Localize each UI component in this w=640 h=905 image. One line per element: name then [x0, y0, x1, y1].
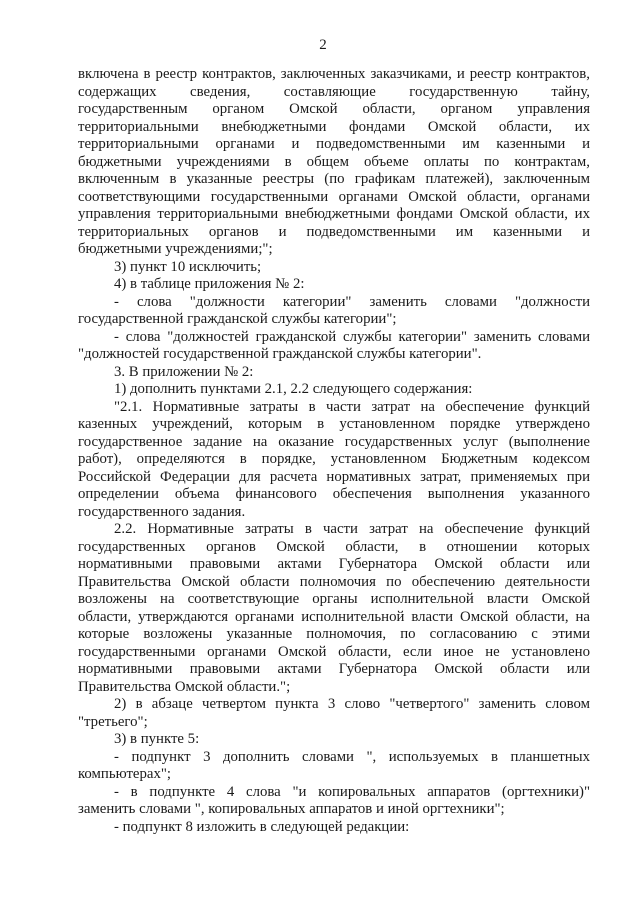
dash-item-paragraph	[78, 329, 590, 364]
item-3-paragraph	[78, 259, 590, 277]
text-line: определении объема финансового обеспечения выполнения указанного	[78, 486, 590, 502]
text-line: 3. В приложении № 2:	[114, 363, 254, 380]
text-line: территориальных органов и подведомственными им казенными и	[78, 223, 590, 240]
text-line: территориальными внебюджетными фондами Омской области, их	[78, 118, 590, 135]
text-line: "2.1. Нормативные затраты в части затрат на обеспечение функций	[114, 398, 590, 415]
text-line: казенных учреждений, которым в установленном порядке утверждено	[78, 416, 590, 432]
text-line: 4) в таблице приложения № 2:	[114, 276, 305, 292]
clause-2-2-paragraph	[78, 521, 590, 696]
item-1-paragraph	[78, 381, 590, 399]
text-line: возложены на соответствующие органы исполнительной власти Омской	[78, 591, 590, 607]
text-line: государственной гражданской службы категории";	[78, 311, 397, 327]
text-line: государственное задание на оказание государственных услуг (выполнение	[78, 433, 590, 450]
text-line: работ), определяются в порядке, установленном Бюджетным кодексом	[78, 451, 590, 467]
text-line: нормативными правовыми актами Губернатора Омской области или	[78, 661, 590, 677]
text-line: - подпункт 8 изложить в следующей редакции:	[114, 818, 410, 835]
item-2-paragraph	[78, 696, 590, 731]
item-3-paragraph	[78, 731, 590, 749]
text-line: - слова "должностей гражданской службы категории" заменить словами	[114, 328, 590, 345]
page-number: 2	[319, 37, 327, 53]
text-line: 2) в абзаце четвертом пункта 3 слово "четвертого" заменить словом	[114, 696, 590, 712]
text-line: бюджетными учреждениями;";	[78, 241, 273, 257]
continued-paragraph	[78, 66, 590, 259]
text-line: 3) в пункте 5:	[114, 731, 200, 747]
text-line: Правительства Омской области.";	[78, 678, 291, 695]
text-line: территориальными органами и подведомственными им казенными и	[78, 136, 590, 152]
text-line: соответствующими государственными органами Омской области, органами	[78, 188, 590, 205]
text-line: включена в реестр контрактов, заключенных заказчиками, и реестр контрактов,	[78, 66, 590, 82]
text-line: нормативными правовыми актами Губернатора Омской области или	[78, 556, 590, 572]
text-line: Российской Федерации для расчета нормативных затрат, применяемых при	[78, 468, 590, 485]
text-line: государственного задания.	[78, 503, 246, 520]
dash-item-paragraph	[78, 819, 590, 837]
text-line: содержащих сведения, составляющие государственную тайну,	[78, 83, 590, 100]
text-line: государственных органов Омской области, в отношении которых	[78, 538, 590, 555]
text-line: - в подпункте 4 слова "и копировальных аппаратов (оргтехники)"	[114, 783, 590, 800]
text-line: - слова "должности категории" заменить словами "должности	[114, 293, 590, 310]
text-line: бюджетными учреждениями в общем объеме оплаты по контрактам,	[78, 153, 590, 170]
text-line: "должностей государственной гражданской службы категории".	[78, 346, 482, 362]
text-line: управления территориальными внебюджетными фондами Омской области, их	[78, 206, 590, 222]
text-line: Правительства Омской области полномочия по обеспечению деятельности	[78, 573, 590, 590]
text-line: компьютерах";	[78, 766, 171, 782]
clause-2-1-paragraph	[78, 399, 590, 522]
dash-item-paragraph	[78, 749, 590, 784]
text-line: государственным органом Омской области, органом управления	[78, 101, 590, 117]
text-line: заменить словами ", копировальных аппаратов и иной оргтехники";	[78, 801, 505, 817]
document-body	[78, 66, 590, 836]
dash-item-paragraph	[78, 784, 590, 819]
text-line: включенным в указанные реестры (по графикам платежей), заключенным	[78, 171, 590, 187]
text-line: 1) дополнить пунктами 2.1, 2.2 следующего содержания:	[114, 381, 473, 397]
item-4-paragraph	[78, 276, 590, 294]
text-line: которые возложены указанные полномочия, по согласованию с этими	[78, 626, 590, 642]
text-line: "третьего";	[78, 713, 148, 730]
text-line: государственными органами Омской области, если иное не установлено	[78, 643, 590, 660]
section-3-heading	[78, 364, 590, 382]
text-line: 3) пункт 10 исключить;	[114, 258, 262, 275]
text-line: области, утверждаются органами исполнительной власти Омской области, на	[78, 608, 590, 625]
dash-item-paragraph	[78, 294, 590, 329]
text-line: 2.2. Нормативные затраты в части затрат на обеспечение функций	[114, 521, 590, 537]
text-line: - подпункт 3 дополнить словами ", используемых в планшетных	[114, 748, 590, 765]
